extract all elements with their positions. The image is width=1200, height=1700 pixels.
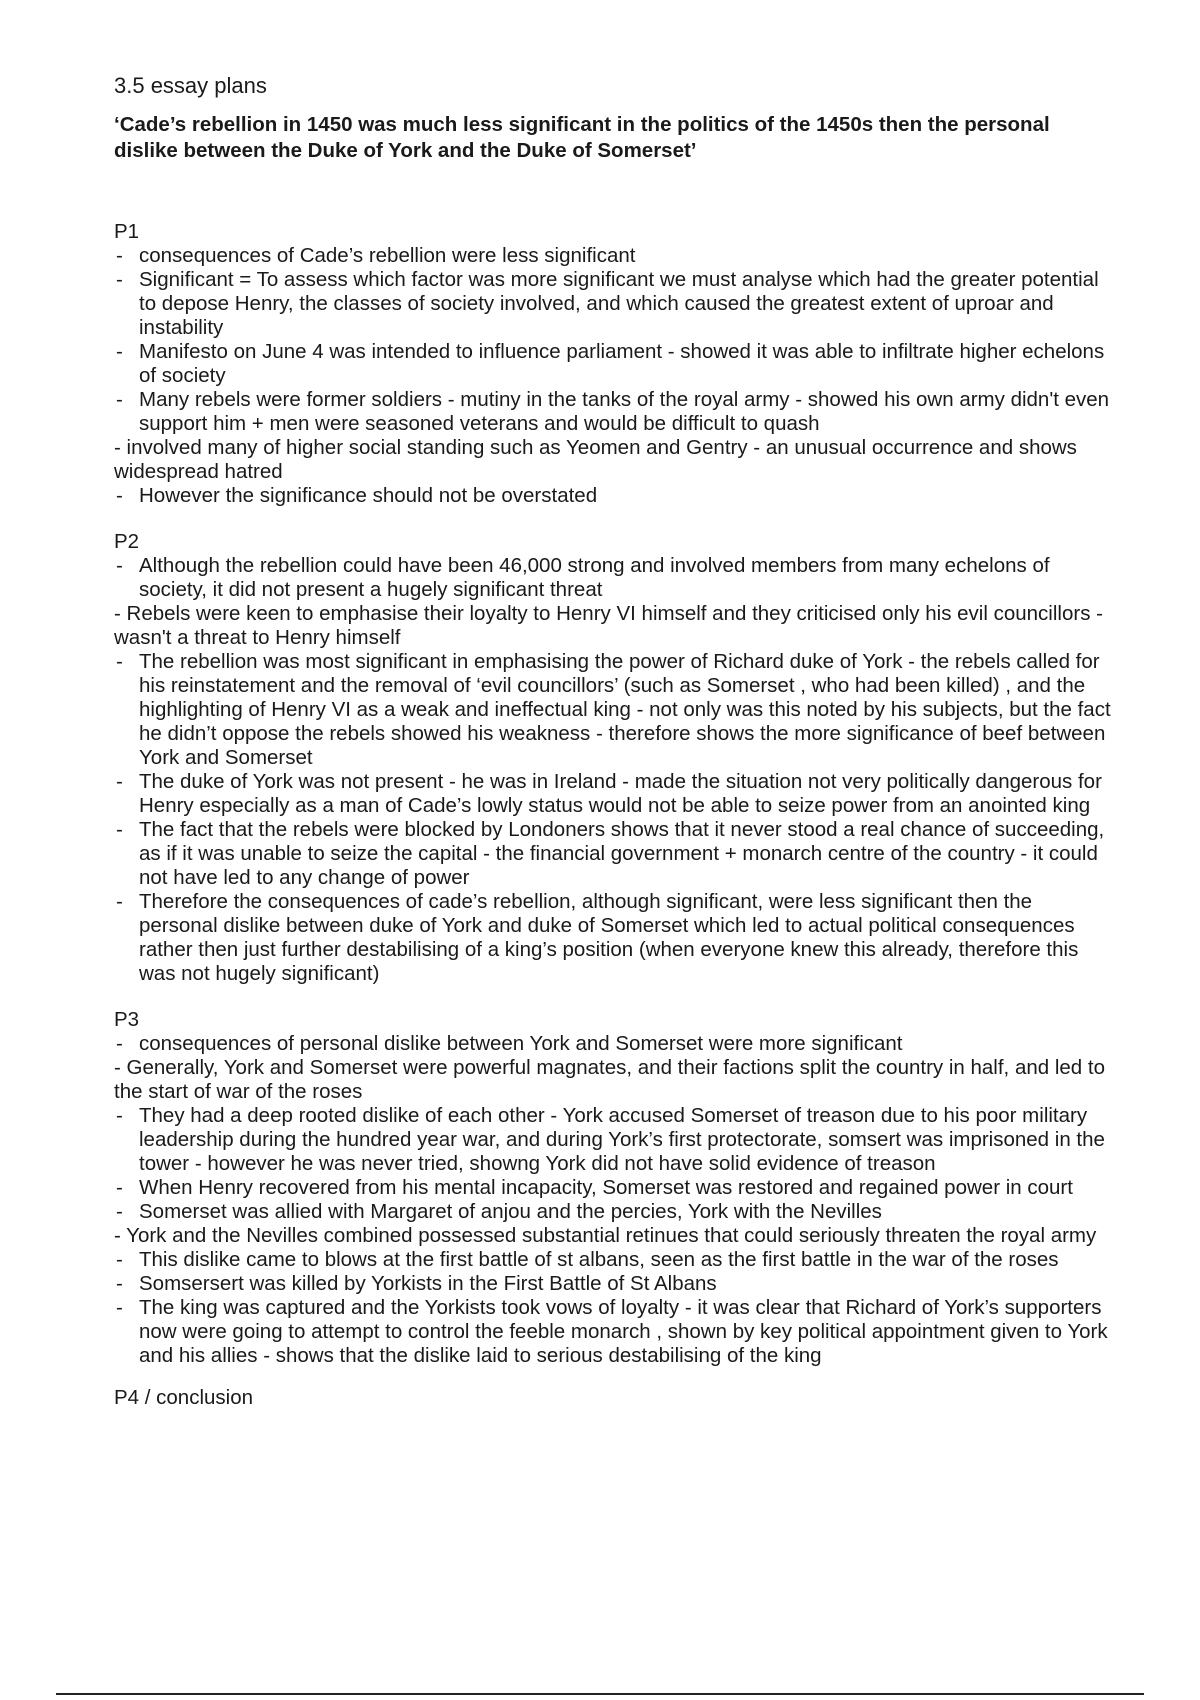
document-page xyxy=(114,72,1114,1410)
bullet-point: - The fact that the rebels were blocked by Londoners shows that it never stood a real chance of succeeding, as if it was unable to seize the capital - the financial government + monarch centre of the country - it could not have led to any change of power xyxy=(114,818,1114,890)
bullet-point: - The king was captured and the Yorkists took vows of loyalty - it was clear that Richard of York’s supporters now were going to attempt to control the feeble monarch , shown by key political appointment given to York and his allies - shows that the dislike laid to serious destabilising of the king xyxy=(114,1296,1114,1368)
document-title: 3.5 essay plans xyxy=(114,73,267,98)
section-heading: P4 / conclusion xyxy=(114,1386,254,1409)
section-p1 xyxy=(114,220,1114,508)
section-p3 xyxy=(114,1008,1114,1368)
section-heading: P2 xyxy=(114,530,140,553)
bullet-point: - consequences of personal dislike between York and Somerset were more significant xyxy=(114,1032,1114,1056)
bullet-point: - Somerset was allied with Margaret of anjou and the percies, York with the Nevilles xyxy=(114,1200,1114,1224)
bullet-point: - consequences of Cade’s rebellion were less significant xyxy=(114,244,1114,268)
section-p2 xyxy=(114,530,1114,986)
bullet-point: - The duke of York was not present - he was in Ireland - made the situation not very politically dangerous for Henry especially as a man of Cade’s lowly status would not be able to seize power from an anointed king xyxy=(114,770,1114,818)
bullet-point: - The rebellion was most significant in emphasising the power of Richard duke of York - the rebels called for his reinstatement and the removal of ‘evil councillors’ (such as Somerset , who had been killed) , and the highlighting of Henry VI as a weak and ineffectual king - not only was this noted by his subjects, but the fact he didn’t oppose the rebels showed his weakness - therefore shows the more significance of beef between York and Somerset xyxy=(114,650,1114,770)
essay-plan-sections xyxy=(114,220,1114,1410)
bullet-point: - York and the Nevilles combined possessed substantial retinues that could seriously threaten the royal army xyxy=(114,1224,1097,1247)
bullet-point: - Significant = To assess which factor was more significant we must analyse which had the greater potential to depose Henry, the classes of society involved, and which caused the greatest extent of uproar and instability xyxy=(114,268,1114,340)
bullet-point: - involved many of higher social standing such as Yeomen and Gentry - an unusual occurrence and shows widespread hatred xyxy=(114,436,1077,483)
bullet-point: - When Henry recovered from his mental incapacity, Somerset was restored and regained power in court xyxy=(114,1176,1114,1200)
footer-divider xyxy=(56,1693,1144,1695)
section-heading: P1 xyxy=(114,220,140,243)
bullet-point: - Rebels were keen to emphasise their loyalty to Henry VI himself and they criticised only his evil councillors - wasn't a threat to Henry himself xyxy=(114,602,1103,649)
bullet-point: - Generally, York and Somerset were powerful magnates, and their factions split the country in half, and led to the start of war of the roses xyxy=(114,1056,1105,1103)
bullet-point: - Therefore the consequences of cade’s rebellion, although significant, were less significant then the personal dislike between duke of York and duke of Somerset which led to actual political consequences rather then just further destabilising of a king’s position (when everyone knew this already, therefore this was not hugely significant) xyxy=(114,890,1114,986)
bullet-point: - Many rebels were former soldiers - mutiny in the tanks of the royal army - showed his own army didn't even support him + men were seasoned veterans and would be difficult to quash xyxy=(114,388,1114,436)
section-p4 xyxy=(114,1386,1114,1410)
bullet-point: - They had a deep rooted dislike of each other - York accused Somerset of treason due to his poor military leadership during the hundred year war, and during York’s first protectorate, somsert was imprisoned in the tower - however he was never tried, showng York did not have solid evidence of treason xyxy=(114,1104,1114,1176)
bullet-point: - However the significance should not be overstated xyxy=(114,484,1114,508)
bullet-point: - Manifesto on June 4 was intended to influence parliament - showed it was able to infiltrate higher echelons of society xyxy=(114,340,1114,388)
section-heading: P3 xyxy=(114,1008,140,1031)
bullet-point: - Although the rebellion could have been 46,000 strong and involved members from many echelons of society, it did not present a hugely significant threat xyxy=(114,554,1114,602)
essay-question: ‘Cade’s rebellion in 1450 was much less significant in the politics of the 1450s then the personal dislike between the Duke of York and the Duke of Somerset’ xyxy=(114,113,1050,162)
bullet-point: - Somsersert was killed by Yorkists in the First Battle of St Albans xyxy=(114,1272,1114,1296)
bullet-point: - This dislike came to blows at the first battle of st albans, seen as the first battle in the war of the roses xyxy=(114,1248,1114,1272)
